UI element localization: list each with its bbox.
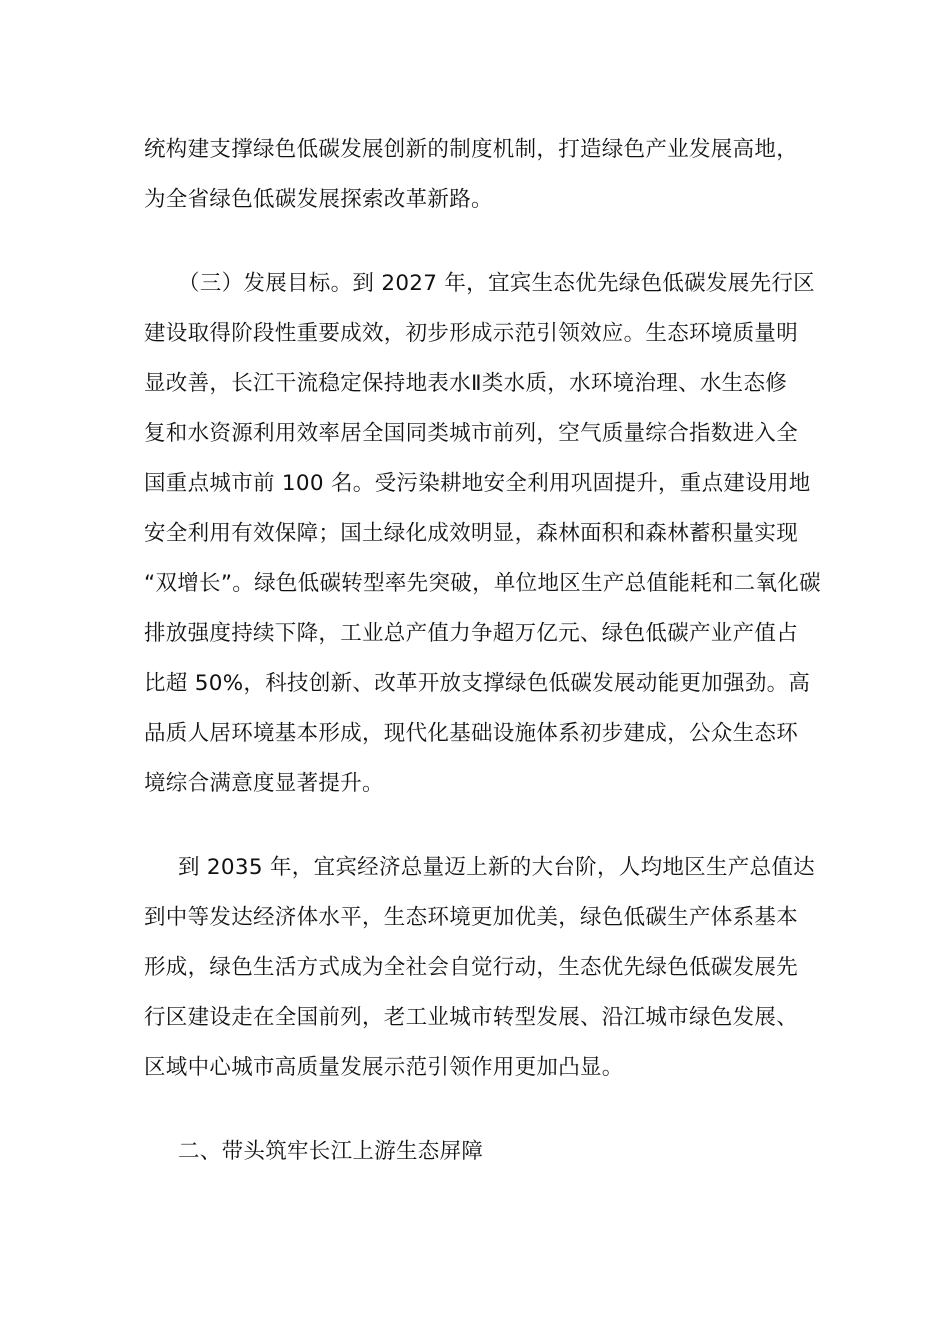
text-line: 为全省绿色低碳发展探索改革新路。: [144, 187, 493, 212]
section-heading: 二、带头筑牢长江上游生态屏障: [178, 1139, 484, 1164]
text-line: 显改善，长江干流稳定保持地表水Ⅱ类水质，水环境治理、水生态修: [144, 371, 788, 396]
text-line: 比超 50%，科技创新、改革开放支撑绿色低碳发展动能更加强劲。高: [144, 671, 811, 696]
text-line: “双增长”。绿色低碳转型率先突破，单位地区生产总值能耗和二氧化碳: [144, 571, 821, 596]
text-line: 行区建设走在全国前列，老工业城市转型发展、沿江城市绿色发展、: [144, 1005, 799, 1030]
text-line: 排放强度持续下降，工业总产值力争超万亿元、绿色低碳产业产值占: [144, 621, 799, 646]
text-line: 形成，绿色生活方式成为全社会自觉行动，生态优先绿色低碳发展先: [144, 955, 799, 980]
text-line: 安全利用有效保障；国土绿化成效明显，森林面积和森林蓄积量实现: [144, 521, 799, 546]
text-line: （三）发展目标。到 2027 年，宜宾生态优先绿色低碳发展先行区: [178, 271, 815, 296]
text-line: 国重点城市前 100 名。受污染耕地安全利用巩固提升，重点建设用地: [144, 471, 811, 496]
text-line: 到 2035 年，宜宾经济总量迈上新的大台阶，人均地区生产总值达: [178, 855, 815, 880]
text-line: 统构建支撑绿色低碳发展创新的制度机制，打造绿色产业发展高地，: [144, 137, 799, 162]
text-line: 品质人居环境基本形成，现代化基础设施体系初步建成，公众生态环: [144, 721, 799, 746]
text-line: 建设取得阶段性重要成效，初步形成示范引领效应。生态环境质量明: [144, 321, 799, 346]
text-line: 到中等发达经济体水平，生态环境更加优美，绿色低碳生产体系基本: [144, 905, 799, 930]
text-line: 区域中心城市高质量发展示范引领作用更加凸显。: [144, 1055, 624, 1080]
text-line: 境综合满意度显著提升。: [144, 771, 384, 796]
text-line: 复和水资源利用效率居全国同类城市前列，空气质量综合指数进入全: [144, 421, 799, 446]
